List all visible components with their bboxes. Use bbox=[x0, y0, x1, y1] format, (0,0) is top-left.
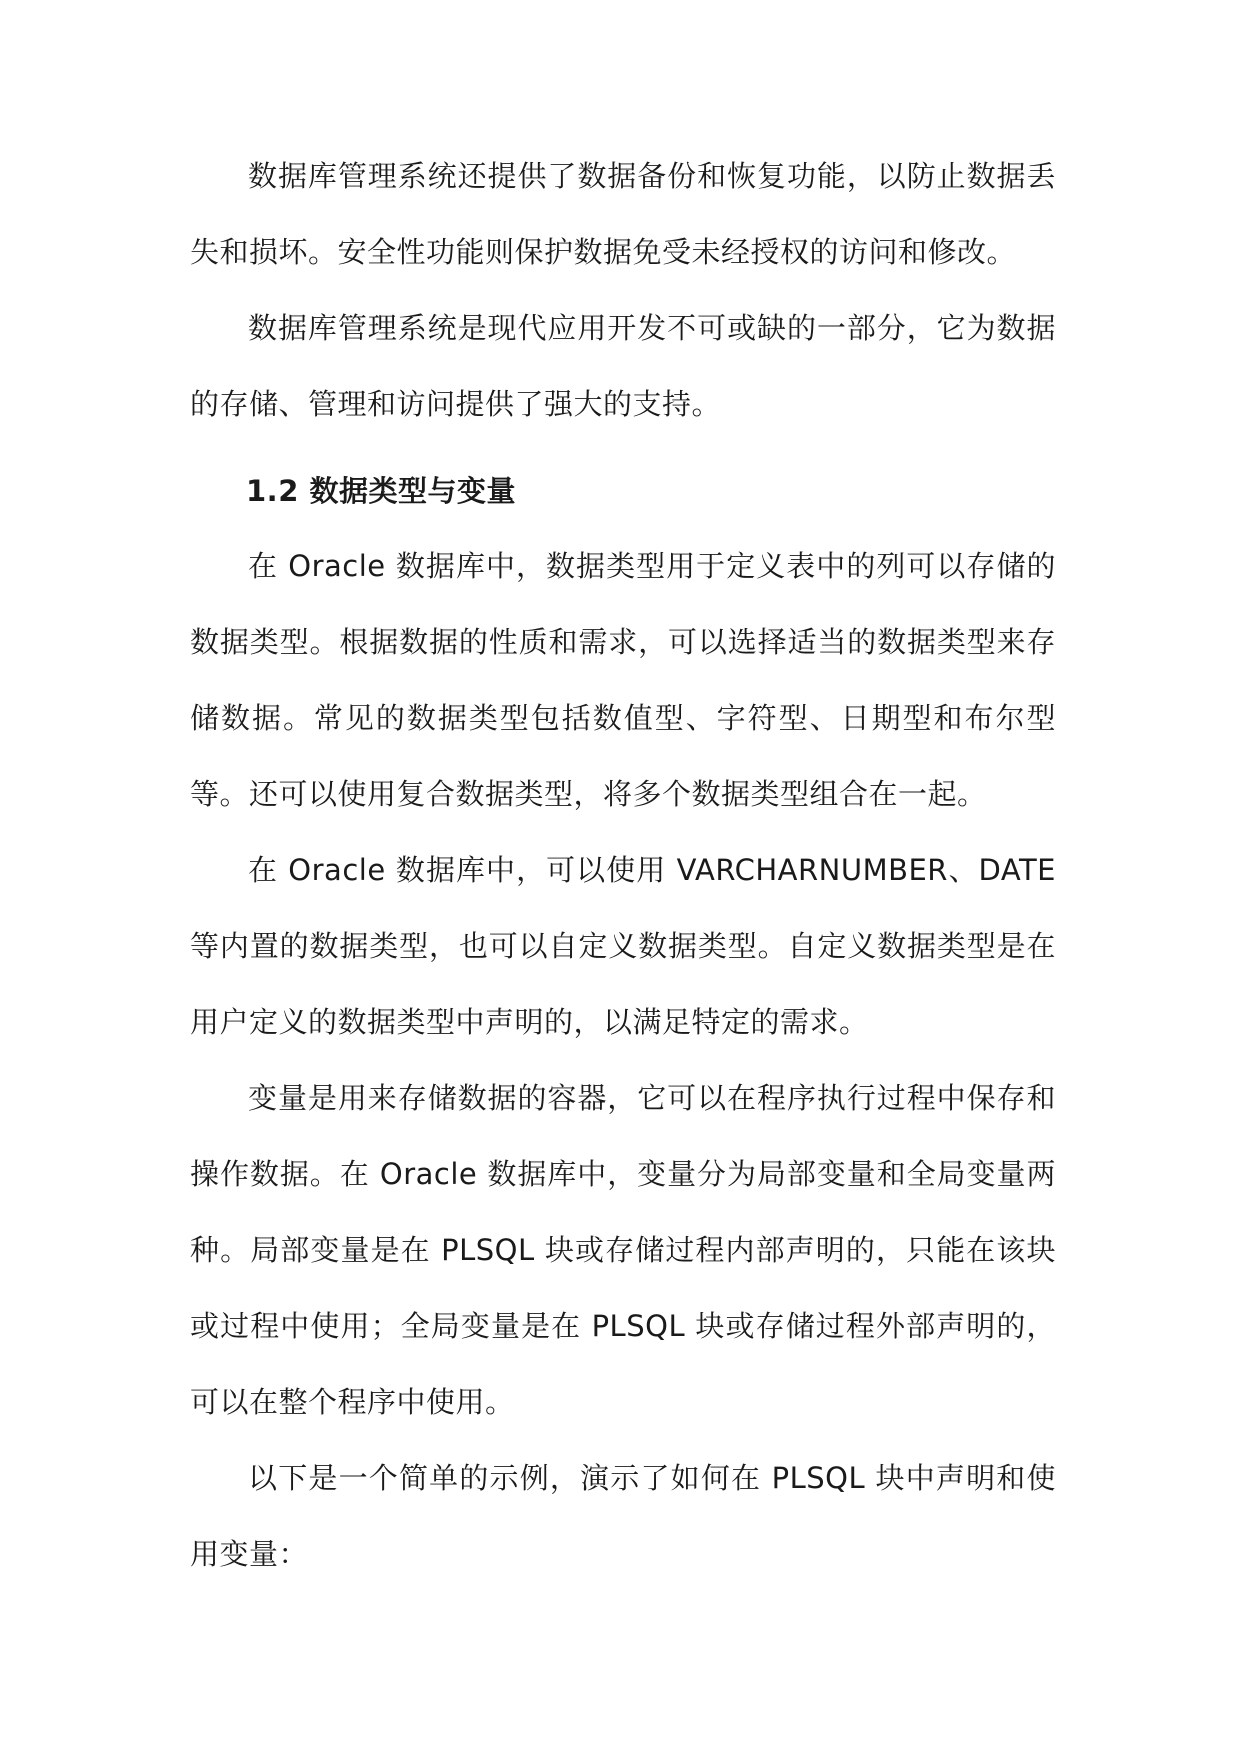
paragraph-data-types: 在 Oracle 数据库中，数据类型用于定义表中的列可以存储的数据类型。根据数据的性质和需求，可以选择适当的数据类型来存储数据。常见的数据类型包括数值型、字符型、日期型和布尔型等。还可以使用复合数据类型，将多个数据类型组合在一起。 bbox=[190, 549, 1056, 811]
paragraph-variables: 变量是用来存储数据的容器，它可以在程序执行过程中保存和操作数据。在 Oracle 数据库中，变量分为局部变量和全局变量两种。局部变量是在 PLSQL 块或存储过程内部声明的，只能在该块或过程中使用；全局变量是在 PLSQL 块或存储过程外部声明的，可以在整个程序中使用。 bbox=[190, 1081, 1056, 1419]
intro-paragraph-summary: 数据库管理系统是现代应用开发不可或缺的一部分，它为数据的存储、管理和访问提供了强大的支持。 bbox=[190, 311, 1056, 421]
paragraph-example-intro: 以下是一个简单的示例，演示了如何在 PLSQL 块中声明和使用变量： bbox=[190, 1461, 1056, 1571]
document-page bbox=[190, 138, 1056, 1592]
intro-paragraph-backup: 数据库管理系统还提供了数据备份和恢复功能，以防止数据丢失和损坏。安全性功能则保护数据免受未经授权的访问和修改。 bbox=[190, 159, 1056, 269]
paragraph-builtin-types: 在 Oracle 数据库中，可以使用 VARCHARNUMBER、DATE 等内置的数据类型，也可以自定义数据类型。自定义数据类型是在用户定义的数据类型中声明的，以满足特定的需求。 bbox=[190, 853, 1056, 1039]
section-heading: 1.2 数据类型与变量 bbox=[246, 474, 516, 508]
